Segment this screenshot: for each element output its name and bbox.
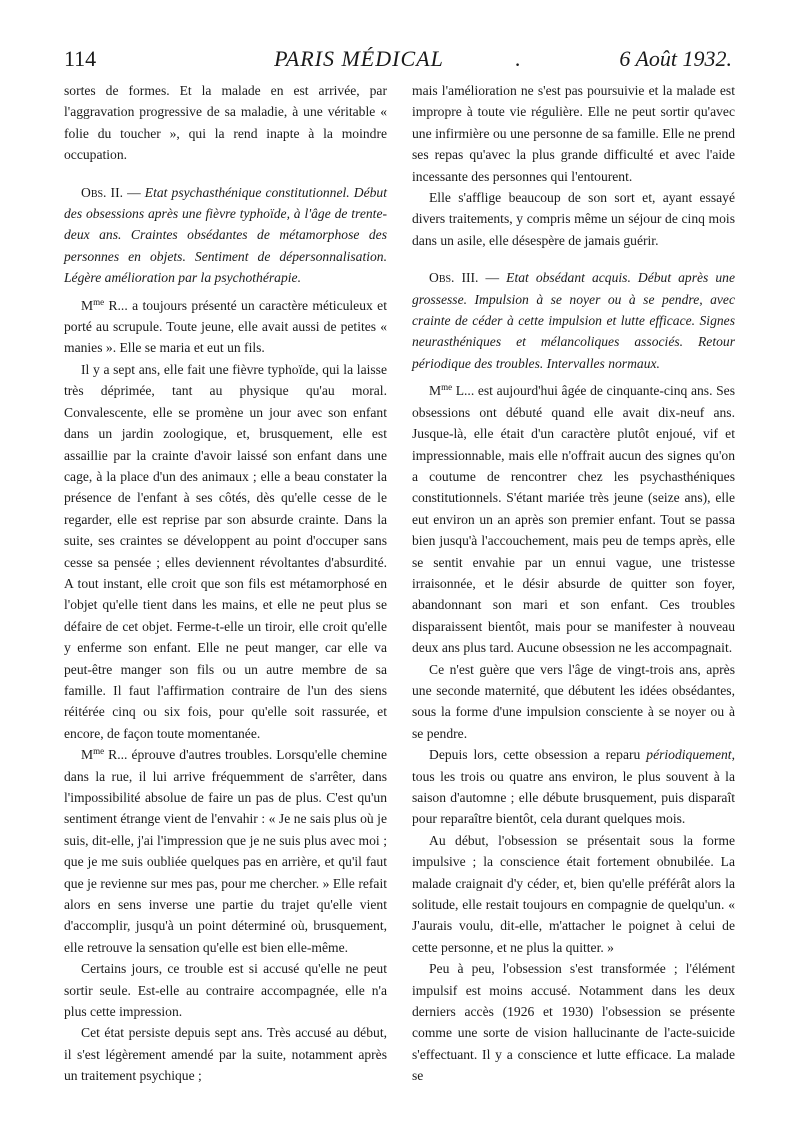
paragraph: Ce n'est guère que vers l'âge de vingt-trois ans, après une seconde maternité, que débutent les idées obsédantes, sous la forme d'une impulsion consciente à se noyer ou à se pendre. [412,661,735,741]
left-column [64,80,387,1087]
paragraph-text: R... éprouve d'autres troubles. Lorsqu'elle chemine dans la rue, il lui arrive fréquemment de s'arrêter, dans l'impossibilité absolue de faire un pas de plus. C'est qu'un sentiment étrange vient de l'envahir : « Je ne sais plus où je suis, dit-elle, j'ai l'impression que je ne suis plus avec moi ; que je me suis oubliée quelques pas en arrière, et qu'il faut que je revienne sur mes pas, pour me chercher. » Elle refait alors en sens inverse une partie du trajet qu'elle vient d'accomplir, jusqu'à un point déterminé où, brusquement, elle retrouve la sensation qu'elle est bien elle-même. [64,747,387,955]
paragraph: Cet état persiste depuis sept ans. Très accusé au début, il s'est légèrement amendé par la suite, notamment après un traitement psychique ; [64,1025,387,1084]
title-abbrev: M [81,297,94,313]
dash: — [123,184,145,200]
title-superscript: me [93,296,105,307]
paragraph: Certains jours, ce trouble est si accusé qu'elle ne peut sortir seule. Est-elle au contraire accompagnée, elle n'a plus cette impression. [64,961,387,1020]
title-abbrev: M [81,747,94,763]
paragraph: Au début, l'obsession se présentait sous la forme impulsive ; la conscience était fortement obnubilée. La malade craignait d'y céder, et, bien qu'elle préférât alors la solitude, elle restait toujours en compagnie de quelqu'un. « J'aurais voulu, dit-elle, m'attacher le poignet à celui de cette personne, et ne plus la quitter. » [412,832,735,955]
emphasis: périodiquement [646,747,732,763]
observation-heading [64,182,387,289]
paragraph: Elle s'afflige beaucoup de son sort et, ayant essayé divers traitements, y compris même un séjour de cinq mois dans un asile, elle désespère de jamais guérir. [412,190,735,248]
issue-date: 6 Août 1932. [619,46,732,71]
observation-label: Obs. III. [429,270,479,286]
paragraph: sortes de formes. Et la malade en est arrivée, par l'aggravation progressive de sa maladie, à une véritable « folie du toucher », qui la rend inapte à la moindre occupation. [64,83,387,163]
page-header [64,44,732,74]
page-number: 114 [64,46,97,71]
paragraph-text: L... est aujourd'hui âgée de cinquante-cinq ans. Ses obsessions ont débuté quand elle avait dix-neuf ans. Jusque-là, elle était d'un caractère plutôt enjoué, vif et impressionnable, mais elle n'offrait aucun des signes qu'on a coutume de rencontrer chez les psychasthéniques constitutionnels. S'étant mariée très jeune (seize ans), elle eut environ un an après son premier enfant. Tout se passa bien jusqu'à l'accouchement, mais peu de temps après, elle se sentit envahie par un ennui vague, une tristesse irraisonnée, et le désir absurde de quitter son foyer, abandonnant son mari et son enfant. Ces troubles disparaissent bientôt, mais pour se manifester à nouveau deux ans plus tard. Aucune obsession ne les accompagnait. [412,383,735,656]
observation-heading [412,267,735,374]
paragraph-text: , tous les trois ou quatre ans environ, le plus souvent à la saison d'automne ; elle débute brusquement, puis disparaît pour reparaître bientôt, cela durant quelques mois. [412,747,735,827]
observation-label: Obs. II. [81,184,123,200]
title-superscript: me [93,746,105,757]
paragraph [64,744,387,958]
dash: — [478,270,507,286]
paragraph-text: Depuis lors, cette obsession a reparu [429,747,647,763]
paragraph [412,380,735,658]
paragraph: Il y a sept ans, elle fait une fièvre typhoïde, qui la laisse très déprimée, tant au physique qu'au moral. Convalescente, elle se promène un jour avec son enfant dans un jardin zoologique, et, brusquement, elle est assaillie par la crainte d'avoir laissé son enfant dans une cage, à la place d'un des animaux ; elle a beau constater la présence de l'enfant à ses côtés, dès qu'elle cesse de le regarder, elle est reprise par son absurde crainte. Dans la suite, ses craintes se développent au point d'occuper sans cesse sa pensée ; elles deviennent révoltantes d'absurdité. A tout instant, elle croit que son fils est métamorphosé en l'objet qu'elle tient dans les mains, et elle ne peut plus se défaire de cet objet. Ferme-t-elle un tiroir, elle croit qu'elle y enferme son enfant. Elle ne peut manger, car elle va peut-être manger son fils ou un autre membre de sa famille. Il faut l'affirmation contraire de l'un des siens réitérée cinq ou six fois, pour qu'elle soit rassurée, et encore, de façon toute momentanée. [64,361,387,741]
observation-summary: Etat psychasthénique constitutionnel. Début des obsessions après une fièvre typhoïde, à l'âge de trente-deux ans. Craintes obsédantes de métamorphose des personnes en objets. Sentiment de dépersonnalisation. Légère amélioration par la psychothérapie. [64,184,387,286]
journal-title-text: PARIS MÉDICAL [274,46,444,71]
header-separator: . [515,46,522,71]
paragraph-text: R... a toujours présenté un caractère méticuleux et porté au scrupule. Toute jeune, elle avait aussi de petites « manies ». Elle se maria et eut un fils. [64,297,387,356]
paragraph [412,744,735,830]
paragraph: mais l'amélioration ne s'est pas poursuivie et la malade est impropre à toute vie régulière. Elle ne peut sortir qu'avec une infirmière ou une personne de sa famille. Elle ne prend ses repas qu'avec la plus grande difficulté et avec l'aide incessante des personnes qui l'entourent. [412,83,735,184]
title-abbrev: M [429,383,442,399]
title-superscript: me [441,382,453,393]
right-column [412,80,735,1087]
paragraph [64,295,387,359]
observation-summary: Etat obsédant acquis. Début après une grossesse. Impulsion à se noyer ou à se pendre, avec crainte de céder à cette impulsion et lutte efficace. Signes neurasthéniques et mélancoliques associés. Retour périodique des troubles. Intervalles normaux. [412,270,736,371]
paragraph: Peu à peu, l'obsession s'est transformée ; l'élément impulsif est moins accusé. Notamment dans les deux derniers accès (1926 et 1930) l'obsession se présente comme une sorte de vision hallucinante de l'acte-suicide s'effectuant. Il y a conscience et lutte efficace. La malade se [412,961,735,1084]
